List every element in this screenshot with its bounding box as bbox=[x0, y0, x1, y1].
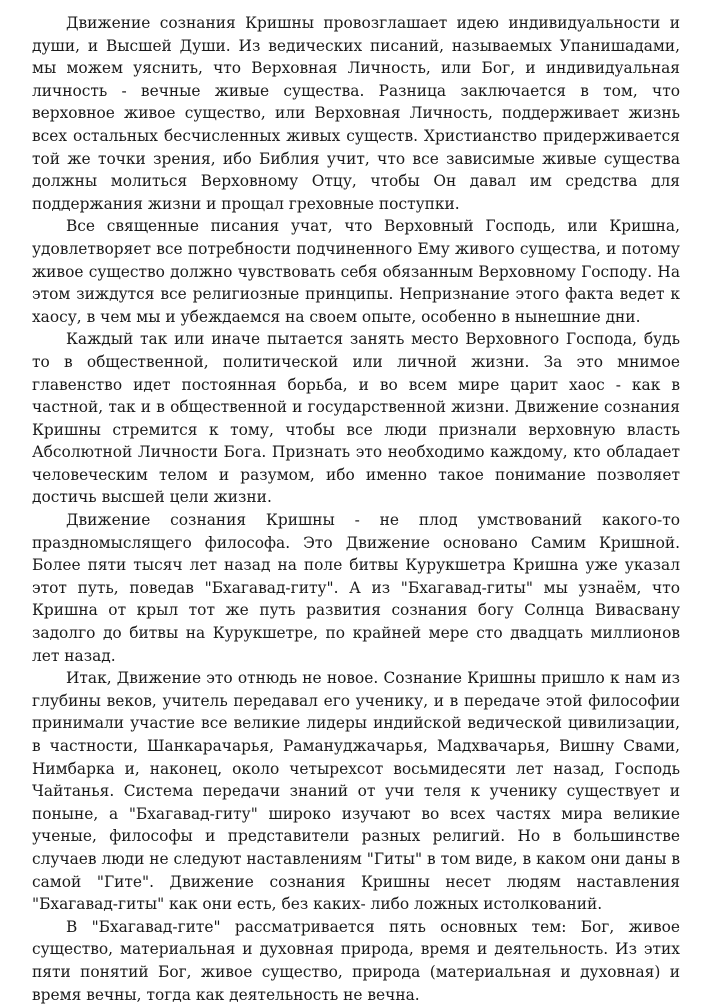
paragraph-2: Все священные писания учат, что Верховный Господь, или Кришна, удовлетворяет все потребности подчиненного Ему живого существа, и потому живое существо должно чувствовать себя обязанным Верховному Господу. На этом зиждутся все религиозные принципы. Непризнание этого факта ведет к хаосу, в чем мы и убеждаемся на своем опыте, особенно в нынешние дни. bbox=[32, 217, 680, 326]
paragraph-6: В "Бхагавад-гите" рассматривается пять основных тем: Бог, живое существо, материальная и духовная природа, время и деятельность. Из этих пяти понятий Бог, живое существо, природа (материальная и духовная) и время вечны, тогда как деятельность не вечна. bbox=[32, 917, 680, 1004]
document-page bbox=[32, 12, 680, 1006]
paragraph-3: Каждый так или иначе пытается занять место Верховного Господа, будь то в общественной, политической или личной жизни. За это мнимое главенство идет постоянная борьба, и во всем мире царит хаос - как в частной, так и в общественной и государственной жизни. Движение сознания Кришны стремится к тому, чтобы все люди признали верховную власть Абсолютной Личности Бога. Признать это необходимо каждому, кто обладает человеческим телом и разумом, ибо именно такое понимание позволяет достичь высшей цели жизни. bbox=[32, 330, 680, 507]
paragraph-4: Движение сознания Кришны - не плод умствований какого-то праздномыслящего философа. Это Движение основано Самим Кришной. Более пяти тысяч лет назад на поле битвы Курукшетра Кришна уже указал этот путь, поведав "Бхагавад-гиту". А из "Бхагавад-гиты" мы узнаём, что Кришна от крыл тот же путь развития сознания богу Солнца Вивасвану задолго до битвы на Курукшетре, по крайней мере сто двадцать миллионов лет назад. bbox=[32, 511, 680, 665]
paragraph-5: Итак, Движение это отнюдь не новое. Сознание Кришны пришло к нам из глубины веков, учитель передавал его ученику, и в передаче этой философии принимали участие все великие лидеры индийской ведической цивилизации, в частности, Шанкарачарья, Рамануджачарья, Мадхвачарья, Вишну Свами, Нимбарка и, наконец, около четырехсот восьмидесяти лет назад, Господь Чайтанья. Система передачи знаний от учи теля к ученику существует и поныне, а "Бхагавад-гиту" широко изучают во всех частях мира великие ученые, философы и представители разных религий. Но в большинстве случаев люди не следуют наставлениям "Гиты" в том виде, в каком они даны в самой "Гите". Движение сознания Кришны несет людям наставления "Бхагавад-гиты" как они есть, без каких- либо ложных истолкований. bbox=[32, 669, 680, 914]
paragraph-1: Движение сознания Кришны провозглашает идею индивидуальности и души, и Высшей Души. Из ведических писаний, называемых Упанишадами, мы можем уяснить, что Верховная Личность, или Бог, и индивидуальная личность - вечные живые существа. Разница заключается в том, что верховное живое существо, или Верховная Личность, поддерживает жизнь всех остальных бесчисленных живых существ. Христианство придерживается той же точки зрения, ибо Библия учит, что все зависимые живые существа должны молиться Верховному Отцу, чтобы Он давал им средства для поддержания жизни и прощал греховные поступки. bbox=[32, 14, 680, 213]
